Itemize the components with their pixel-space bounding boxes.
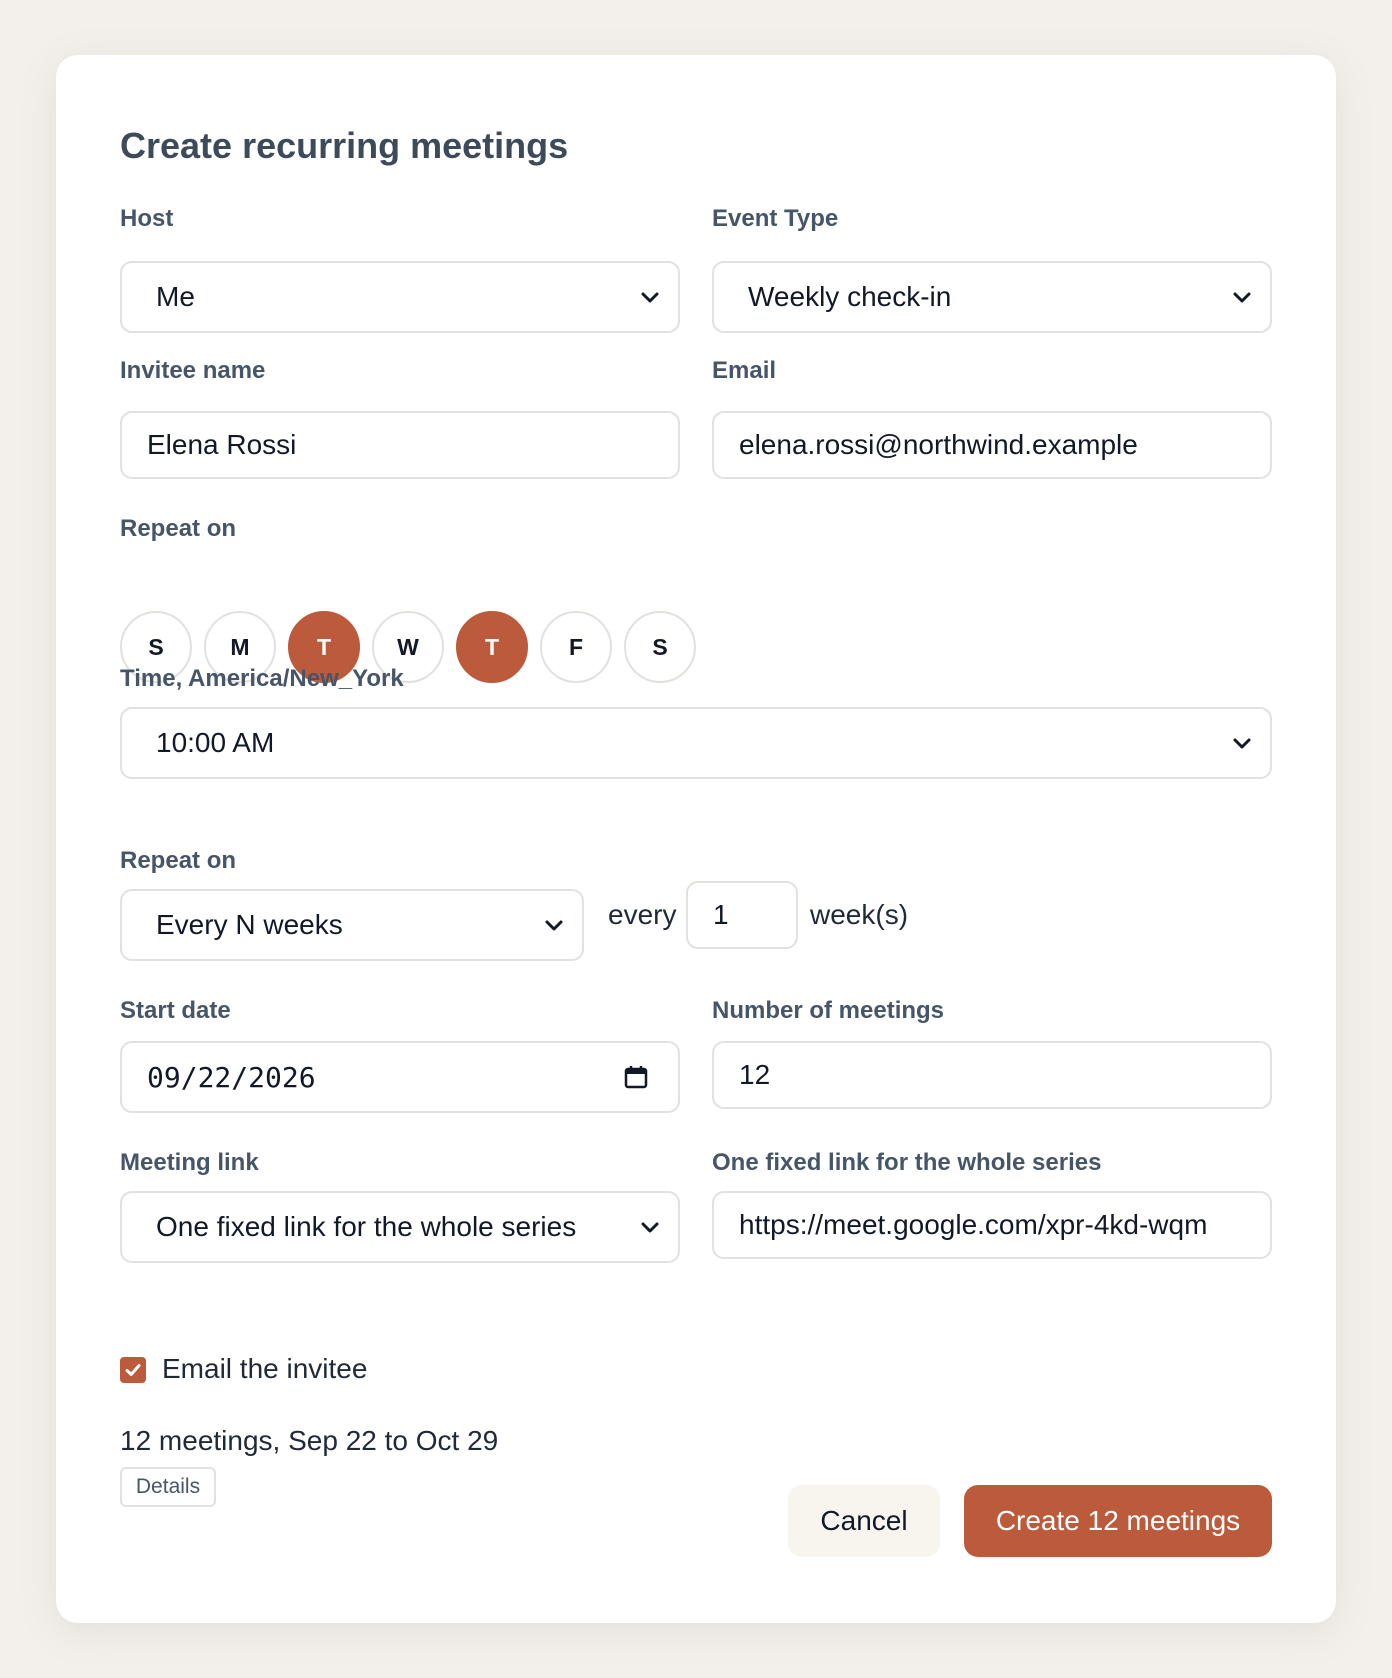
email-invitee-label[interactable]: Email the invitee xyxy=(162,1353,368,1384)
event-type-select[interactable] xyxy=(712,261,1272,333)
meeting-link-select[interactable] xyxy=(120,1191,680,1263)
chevron-down-icon xyxy=(1232,291,1252,305)
host-value: Me xyxy=(156,281,195,312)
day-toggle-sunday[interactable]: S xyxy=(120,611,192,683)
cancel-button[interactable]: Cancel xyxy=(788,1485,940,1557)
day-toggle-saturday[interactable]: S xyxy=(624,611,696,683)
meeting-link-label: Meeting link xyxy=(120,1149,259,1176)
day-toggle-wednesday[interactable]: W xyxy=(372,611,444,683)
time-label: Time, America/New_York xyxy=(120,665,404,692)
invitee-name-input[interactable] xyxy=(120,411,680,479)
chevron-down-icon xyxy=(640,1221,660,1235)
week-unit-text: week(s) xyxy=(810,899,909,930)
day-toggle-tuesday[interactable]: T xyxy=(288,611,360,683)
create-meetings-button[interactable]: Create 12 meetings xyxy=(964,1485,1272,1557)
create-recurring-meetings-dialog xyxy=(56,55,1336,1623)
dialog-title: Create recurring meetings xyxy=(120,125,569,166)
day-toggle-thursday[interactable]: T xyxy=(456,611,528,683)
time-value: 10:00 AM xyxy=(156,727,275,758)
time-select[interactable] xyxy=(120,707,1272,779)
event-type-label: Event Type xyxy=(712,205,839,232)
repeat-days-label: Repeat on xyxy=(120,515,237,542)
start-date-input[interactable] xyxy=(120,1041,680,1113)
summary-text: 12 meetings, Sep 22 to Oct 29 xyxy=(120,1425,499,1456)
meeting-count-label: Number of meetings xyxy=(712,997,945,1024)
start-date-label: Start date xyxy=(120,997,231,1024)
check-icon xyxy=(123,1360,143,1380)
meeting-count-input[interactable] xyxy=(712,1041,1272,1109)
repeat-rule-value: Every N weeks xyxy=(156,909,343,940)
fixed-link-label: One fixed link for the whole series xyxy=(712,1149,1102,1176)
host-label: Host xyxy=(120,205,174,232)
chevron-down-icon xyxy=(1232,737,1252,751)
fixed-link-input[interactable] xyxy=(712,1191,1272,1259)
interval-input[interactable] xyxy=(686,881,798,949)
details-button[interactable]: Details xyxy=(120,1467,216,1507)
day-toggle-monday[interactable]: M xyxy=(204,611,276,683)
repeat-rule-label: Repeat on xyxy=(120,847,237,874)
every-text: every xyxy=(608,899,677,930)
calendar-icon[interactable] xyxy=(624,1065,648,1089)
email-value: elena.rossi@northwind.example xyxy=(739,429,1138,460)
invitee-name-value: Elena Rossi xyxy=(147,429,297,460)
interval-value: 1 xyxy=(713,899,729,930)
host-select[interactable] xyxy=(120,261,680,333)
repeat-rule-select[interactable] xyxy=(120,889,584,961)
meeting-count-value: 12 xyxy=(739,1059,771,1090)
event-type-value: Weekly check-in xyxy=(748,281,952,312)
email-invitee-checkbox[interactable] xyxy=(120,1357,146,1383)
email-label: Email xyxy=(712,357,777,384)
meeting-link-value: One fixed link for the whole series xyxy=(156,1211,577,1242)
fixed-link-value: https://meet.google.com/xpr-4kd-wqm xyxy=(739,1209,1208,1240)
invitee-name-label: Invitee name xyxy=(120,357,266,384)
start-date-value: 09/22/2026 xyxy=(147,1060,316,1094)
email-input[interactable] xyxy=(712,411,1272,479)
chevron-down-icon xyxy=(640,291,660,305)
chevron-down-icon xyxy=(544,919,564,933)
day-toggle-friday[interactable]: F xyxy=(540,611,612,683)
